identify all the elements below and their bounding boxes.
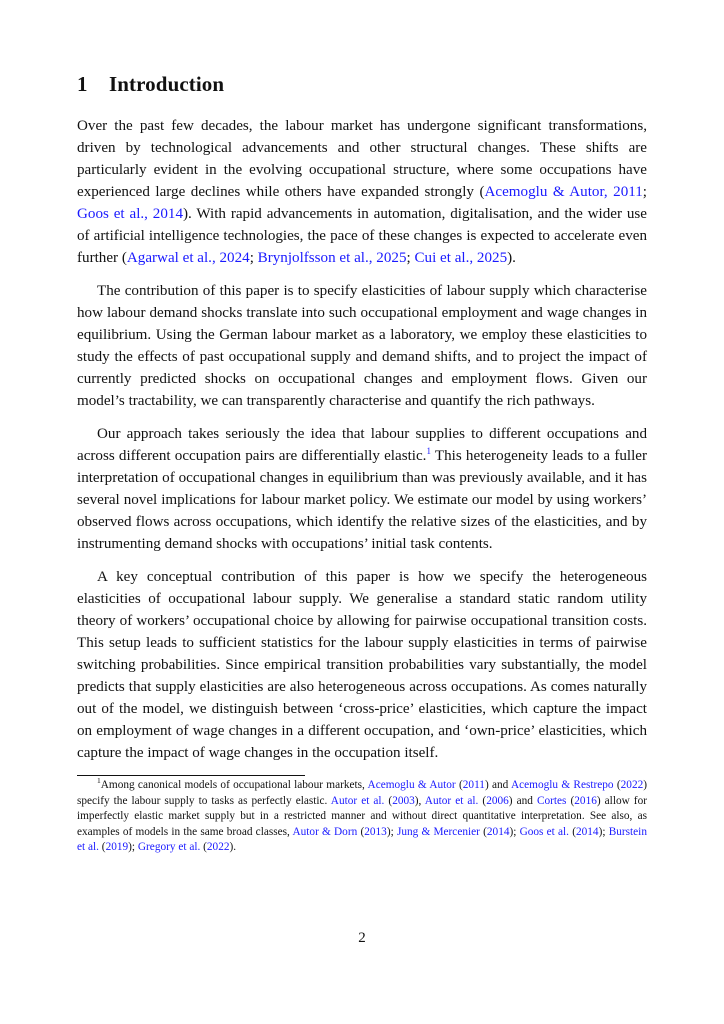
text-run: ( <box>455 779 463 791</box>
citation-link[interactable]: Gregory et al. <box>137 841 201 853</box>
citation-link[interactable]: 2016 <box>574 794 597 807</box>
text-run: ). With rapid advancements in automation, digitalisation, and the wider use of artificial intelligence technologies, the pace of these changes is expected to accelerate even further ( <box>77 206 647 266</box>
citation-link[interactable]: Goos et al. <box>519 825 569 838</box>
citation-link[interactable]: Agarwal et al., 2024 <box>126 250 250 266</box>
text-run: ( <box>357 825 365 838</box>
paper-page <box>77 70 647 856</box>
citation-link[interactable]: 2022 <box>206 841 230 853</box>
text-run: This heterogeneity leads to a fuller interpretation of occupational changes in equilibrium than was previously available, and it has several novel implications for labour market policy. We estimate our model by using workers’ observed flows across occupations, which identify the relative sizes of the elasticities, and by instrumenting demand shocks with occupations’ initial task contents. <box>77 448 648 552</box>
citation-link[interactable]: Cortes <box>536 794 567 807</box>
text-run: ( <box>479 825 487 838</box>
text-run: A key conceptual contribution of this paper is how we specify the heterogeneous elasticities of occupational labour supply. We generalise a standard static random utility theory of workers’ occupational choice by allowing for pairwise occupational transition costs. This setup leads to sufficient statistics for the labour supply elasticities in terms of pairwise switching probabilities. Since empirical transition probabilities vary substantially, the model predicts that supply elasticities are also heterogeneous across occupations. As comes naturally out of the model, we distinguish between ‘cross-price’ elasticities, which capture the impact on employment of wage changes in a different occupation, and ‘own-price’ elasticities, which capture the impact of wage changes in the occupation itself. <box>77 569 647 761</box>
text-run: ) allow for imperfectly elastic market supply but in a restricted manner and without direct quantitative interpretation. See also, as examples of models in the same broad classes, <box>77 794 647 838</box>
text-run: ). <box>229 841 237 853</box>
section-title: Introduction <box>109 72 225 96</box>
paragraph-2 <box>77 280 647 412</box>
text-run: ); <box>386 825 397 838</box>
footnote-rule <box>77 775 305 776</box>
text-run: ) and <box>508 794 537 807</box>
citation-link[interactable]: 2014 <box>486 825 510 838</box>
text-run: ( <box>98 841 106 853</box>
citation-link[interactable]: Brynjolfsson et al., 2025 <box>257 250 407 266</box>
text-run: ( <box>200 841 207 853</box>
body-text <box>77 115 647 764</box>
text-run: ( <box>478 794 487 807</box>
footnote-1 <box>77 778 647 856</box>
text-run: The contribution of this paper is to specify elasticities of labour supply which characterise how labour demand shocks translate into such occupational employment and wage changes in equilibrium. Using the German labour market as a laboratory, we employ these elasticities to study the effects of past occupational supply and demand shifts, and to project the impact of currently predicted shocks on occupational changes and employment flows. Given our model’s tractability, we can transparently characterise and quantify the rich pathways. <box>77 283 647 409</box>
citation-link[interactable]: Cui et al., 2025 <box>414 250 508 266</box>
text-run: ( <box>613 779 621 791</box>
section-heading <box>77 70 647 98</box>
text-run: ; <box>249 250 258 266</box>
citation-link[interactable]: Goos et al., 2014 <box>77 206 183 222</box>
citation-link[interactable]: Jung & Mercenier <box>396 825 480 838</box>
text-run: ( <box>566 794 575 807</box>
footnote-number: 1 <box>97 776 101 786</box>
text-run: ), <box>414 794 425 807</box>
citation-link[interactable]: 2014 <box>575 825 599 838</box>
citation-link[interactable]: 2022 <box>620 779 644 791</box>
text-run: ) specify the labour supply to tasks as perfectly elastic. <box>77 779 647 807</box>
text-run: Among canonical models of occupational labour markets, <box>100 779 368 791</box>
page-number: 2 <box>358 930 366 946</box>
text-run: ( <box>384 794 393 807</box>
text-run: ) and <box>484 779 511 791</box>
citation-link[interactable]: Acemoglu & Autor <box>367 779 456 791</box>
text-run: Our approach takes seriously the idea that labour supplies to different occupations and across different occupation pairs are differentially elastic. <box>77 426 647 464</box>
text-run: ( <box>569 825 576 838</box>
footnote-marker[interactable]: 1 <box>426 445 431 456</box>
citation-link[interactable]: 2011 <box>462 779 485 791</box>
text-run: ; <box>642 184 647 200</box>
text-run: ); <box>128 841 138 853</box>
citation-link[interactable]: 2006 <box>486 794 509 807</box>
citation-link[interactable]: 2003 <box>392 794 415 807</box>
citation-link[interactable]: 2019 <box>105 841 129 853</box>
text-run: ); <box>509 825 520 838</box>
text-run: ); <box>598 825 609 838</box>
citation-link[interactable]: Autor & Dorn <box>292 825 358 838</box>
citation-link[interactable]: Burstein et al. <box>77 825 647 853</box>
citation-link[interactable]: Autor et al. <box>424 794 479 807</box>
text-run: ). <box>507 250 516 266</box>
section-number: 1 <box>77 72 88 96</box>
citation-link[interactable]: Acemoglu & Restrepo <box>510 779 614 791</box>
paragraph-4 <box>77 566 647 764</box>
citation-link[interactable]: Acemoglu & Autor, 2011 <box>484 184 643 200</box>
text-run: Over the past few decades, the labour market has undergone significant transformations, driven by technological advancements and other structural changes. These shifts are particularly evident in the evolving occupational structure, where some occupations have experienced large declines while others have expanded strongly ( <box>77 118 647 200</box>
text-run: ; <box>406 250 415 266</box>
paragraph-3 <box>77 423 647 555</box>
citation-link[interactable]: Autor et al. <box>330 794 385 807</box>
paragraph-1 <box>77 115 647 269</box>
citation-link[interactable]: 2013 <box>364 825 387 838</box>
